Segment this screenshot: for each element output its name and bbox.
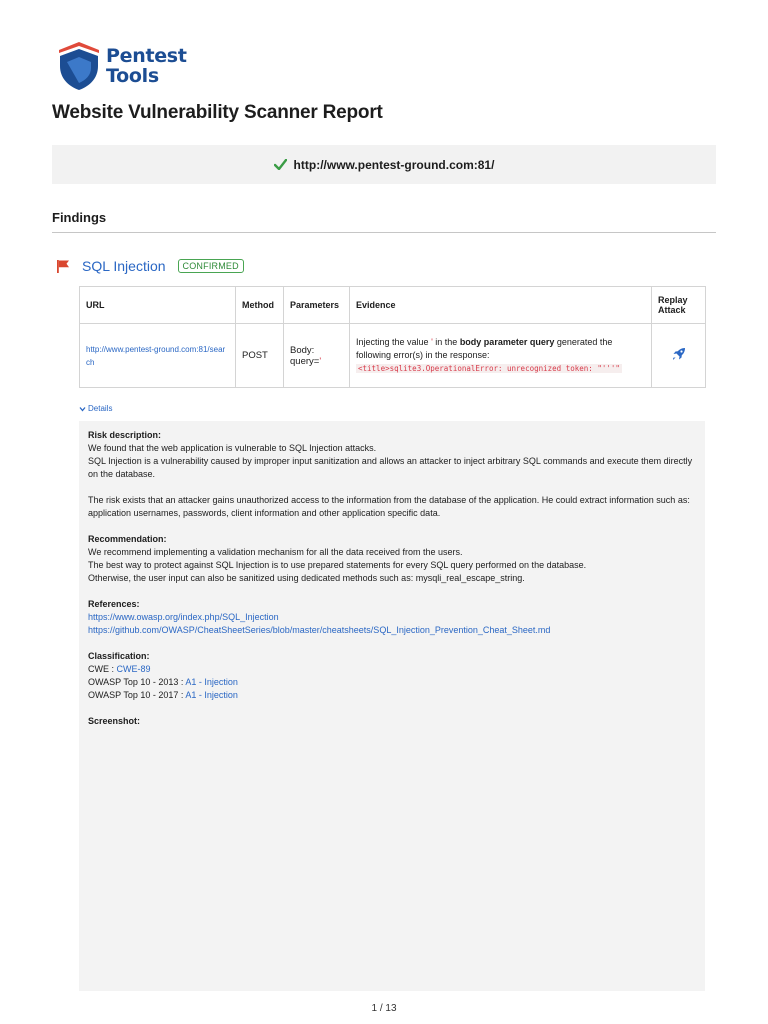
risk-line: We found that the web application is vulnerable to SQL Injection attacks. bbox=[88, 443, 377, 453]
cell-method: POST bbox=[236, 324, 284, 388]
target-url: http://www.pentest-ground.com:81/ bbox=[293, 157, 495, 172]
logo-line-1: Pentest bbox=[106, 45, 187, 67]
reference-link-owasp[interactable]: https://www.owasp.org/index.php/SQL_Injection bbox=[88, 612, 279, 622]
owasp-2013-link[interactable]: A1 - Injection bbox=[185, 677, 238, 687]
target-box bbox=[52, 145, 716, 184]
owasp-2017-link[interactable]: A1 - Injection bbox=[185, 690, 238, 700]
recommendation-line: The best way to protect against SQL Injection is to use prepared statements for every SQL query performed on the database. bbox=[88, 560, 587, 570]
table-header-row bbox=[80, 287, 706, 324]
shield-logo-icon bbox=[56, 40, 102, 92]
chevron-down-icon bbox=[79, 406, 86, 412]
param-label: Body: bbox=[290, 344, 315, 356]
risk-line: SQL Injection is a vulnerability caused by improper input sanitization and allows an attacker to inject arbitrary SQL commands and execute them directly on the database. bbox=[88, 456, 693, 479]
classification-owasp-2013 bbox=[88, 676, 696, 689]
classification-cwe bbox=[88, 663, 696, 676]
evidence-code: <title>sqlite3.OperationalError: unrecognized token: "'''" bbox=[358, 364, 620, 373]
owasp-2017-label: OWASP Top 10 - 2017 : bbox=[88, 690, 186, 700]
details-label: Details bbox=[88, 404, 113, 413]
param-value: ' bbox=[319, 355, 322, 367]
cwe-label: CWE : bbox=[88, 664, 117, 674]
header-replay-attack: Replay Attack bbox=[652, 287, 706, 324]
header-url: URL bbox=[80, 287, 236, 324]
risk-title: Risk description: bbox=[88, 430, 162, 440]
cwe-link[interactable]: CWE-89 bbox=[116, 664, 151, 674]
cell-parameters bbox=[284, 324, 350, 388]
page-number: 1 / 13 bbox=[371, 1003, 397, 1014]
finding-header bbox=[56, 256, 244, 276]
pentest-tools-logo bbox=[56, 40, 206, 92]
finding-title[interactable]: SQL Injection bbox=[82, 258, 166, 274]
classification-owasp-2017 bbox=[88, 689, 696, 702]
evidence-param: body parameter query bbox=[459, 337, 555, 347]
findings-heading: Findings bbox=[52, 210, 107, 225]
param-query bbox=[290, 356, 343, 367]
evidence-value: ' bbox=[431, 337, 433, 347]
header-parameters: Parameters bbox=[284, 287, 350, 324]
cell-url bbox=[80, 324, 236, 388]
finding-url-link[interactable]: http://www.pentest-ground.com:81/search bbox=[86, 344, 226, 367]
screenshot-title: Screenshot: bbox=[88, 716, 141, 726]
findings-table bbox=[79, 286, 706, 388]
owasp-2013-label: OWASP Top 10 - 2013 : bbox=[88, 677, 186, 687]
classification-title: Classification: bbox=[88, 651, 150, 661]
recommendation-title: Recommendation: bbox=[88, 534, 167, 544]
flag-icon bbox=[56, 259, 70, 273]
cell-replay bbox=[652, 324, 706, 388]
findings-divider bbox=[52, 232, 716, 233]
details-toggle[interactable] bbox=[79, 404, 112, 413]
details-panel bbox=[79, 421, 705, 991]
evidence-part-1: Injecting the value bbox=[356, 337, 432, 347]
recommendation-line: Otherwise, the user input can also be sanitized using dedicated methods such as: mysqli_real_escape_string. bbox=[88, 573, 525, 583]
confirmed-badge: CONFIRMED bbox=[178, 259, 244, 273]
risk-paragraph: The risk exists that an attacker gains unauthorized access to the information from the database of the application. He could extract information such as: application usernames, passwords, client information and other application specific data. bbox=[88, 495, 690, 518]
references-title: References: bbox=[88, 599, 140, 609]
logo-line-2: Tools bbox=[106, 65, 159, 87]
evidence-part-3: generated the following error(s) in the response: bbox=[356, 337, 613, 360]
check-icon bbox=[274, 159, 287, 170]
recommendation-line: We recommend implementing a validation mechanism for all the data received from the users. bbox=[88, 547, 463, 557]
report-title: Website Vulnerability Scanner Report bbox=[52, 102, 383, 123]
logo-wordmark bbox=[106, 46, 187, 86]
evidence-text bbox=[356, 336, 645, 362]
header-evidence: Evidence bbox=[350, 287, 652, 324]
param-name: query= bbox=[290, 355, 320, 367]
table-row bbox=[80, 324, 706, 388]
rocket-icon[interactable] bbox=[671, 346, 687, 362]
reference-link-github[interactable]: https://github.com/OWASP/CheatSheetSeries/blob/master/cheatsheets/SQL_Injection_Prevention_Cheat_Sheet.md bbox=[88, 625, 551, 635]
evidence-part-2: in the bbox=[432, 337, 460, 347]
cell-evidence bbox=[350, 324, 652, 388]
header-method: Method bbox=[236, 287, 284, 324]
